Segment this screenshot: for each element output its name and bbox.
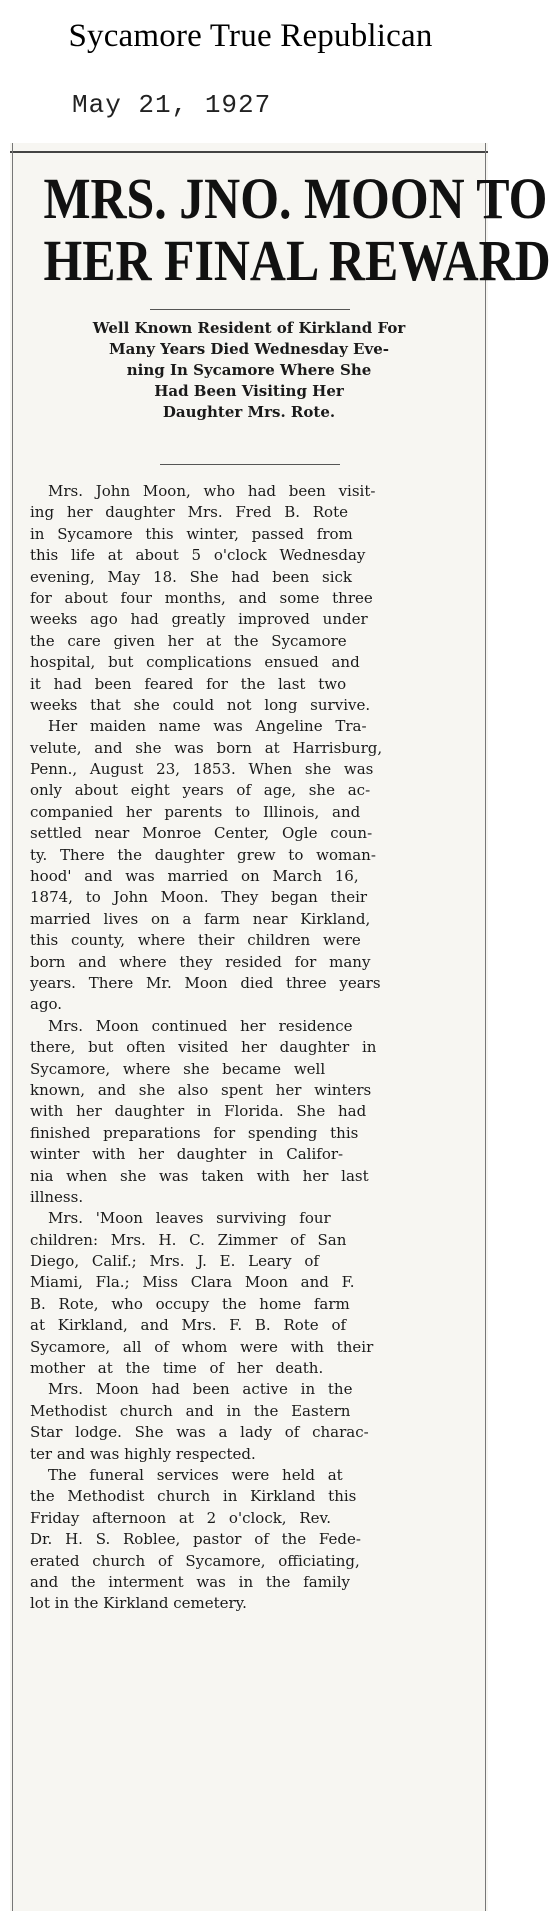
article-line: Diego, Calif.; Mrs. J. E. Leary of (30, 1252, 319, 1271)
article-line: Friday afternoon at 2 o'clock, Rev. (30, 1508, 331, 1527)
article-line: winter with her daughter in Califor- (30, 1145, 344, 1164)
deck-divider (150, 309, 350, 310)
article-line: Methodist church and in the Eastern (30, 1401, 351, 1420)
article-line: illness. (30, 1187, 84, 1206)
article-line: born and where they resided for many (30, 952, 371, 971)
article-line: weeks that she could not long survive. (30, 695, 371, 714)
article-line: the Methodist church in Kirkland this (30, 1487, 357, 1506)
top-rule (10, 151, 488, 153)
article-line: The funeral services were held at (48, 1465, 343, 1484)
article-line: ing her daughter Mrs. Fred B. Rote (30, 503, 348, 522)
article-line: Miami, Fla.; Miss Clara Moon and F. (30, 1273, 355, 1292)
article-line: settled near Monroe Center, Ogle coun- (30, 824, 373, 843)
article-line: B. Rote, who occupy the home farm (30, 1294, 350, 1313)
article-line: known, and she also spent her winters (30, 1080, 372, 1099)
article-line: it had been feared for the last two (30, 674, 347, 693)
article-line: ty. There the daughter grew to woman- (30, 845, 376, 864)
article-line: erated church of Sycamore, officiating, (30, 1551, 360, 1570)
article-line: in Sycamore this winter, passed from (30, 524, 353, 543)
article-line: finished preparations for spending this (30, 1123, 359, 1142)
article-line: years. There Mr. Moon died three years (30, 973, 381, 992)
article-line: Mrs. 'Moon leaves surviving four (48, 1209, 331, 1228)
article-line: Penn., August 23, 1853. When she was (30, 760, 374, 779)
article-line: married lives on a farm near Kirkland, (30, 909, 371, 928)
article-line: mother at the time of her death. (30, 1359, 324, 1378)
article-line: weeks ago had greatly improved under (30, 610, 368, 629)
article-body (30, 481, 475, 1615)
article-line: Sycamore, where she became well (30, 1059, 326, 1078)
article-line: 1874, to John Moon. They began their (30, 888, 368, 907)
article-line: Mrs. Moon had been active in the (48, 1380, 353, 1399)
article-line: lot in the Kirkland cemetery. (30, 1594, 247, 1613)
article-line: at Kirkland, and Mrs. F. B. Rote of (30, 1316, 347, 1335)
publication-date: May 21, 1927 (72, 90, 272, 120)
article-line: for about four months, and some three (30, 588, 373, 607)
article-line: there, but often visited her daughter in (30, 1038, 377, 1057)
article-line: companied her parents to Illinois, and (30, 802, 361, 821)
article-line: Dr. H. S. Roblee, pastor of the Fede- (30, 1530, 361, 1549)
article-line: Sycamore, all of whom were with their (30, 1337, 374, 1356)
article-line: ter and was highly respected. (30, 1444, 256, 1463)
article-line: this life at about 5 o'clock Wednesday (30, 546, 366, 565)
headline-line: MRS. JNO. MOON TO (43, 166, 548, 231)
article-line: nia when she was taken with her last (30, 1166, 369, 1185)
deck-line: Many Years Died Wednesday Eve- (109, 340, 389, 358)
article-line: ago. (30, 995, 63, 1014)
article-line: children: Mrs. H. C. Zimmer of San (30, 1230, 347, 1249)
article-line: and the interment was in the family (30, 1572, 350, 1591)
deck-line: ning In Sycamore Where She (126, 361, 372, 379)
article-line: Star lodge. She was a lady of charac- (30, 1423, 369, 1442)
article-line: velute, and she was born at Harrisburg, (30, 738, 383, 757)
article-line: evening, May 18. She had been sick (30, 567, 352, 586)
article-line: only about eight years of age, she ac- (30, 781, 371, 800)
article-line: Mrs. John Moon, who had been visit- (48, 482, 376, 500)
article-line: hood' and was married on March 16, (30, 867, 359, 886)
article-line: with her daughter in Florida. She had (30, 1102, 367, 1121)
deck-line: Had Been Visiting Her (154, 382, 344, 400)
deck-line: Well Known Resident of Kirkland For (92, 319, 406, 337)
deck-line: Daughter Mrs. Rote. (162, 403, 336, 421)
body-divider (160, 464, 340, 465)
masthead-title: Sycamore True Republican (68, 18, 433, 54)
article-line: hospital, but complications ensued and (30, 653, 360, 672)
article-line: Mrs. Moon continued her residence (48, 1016, 353, 1035)
newspaper-clipping (10, 143, 551, 1911)
headline-line: HER FINAL REWARD (43, 228, 551, 293)
article-line: the care given her at the Sycamore (30, 631, 347, 650)
article-line: this county, where their children were (30, 931, 361, 950)
article-line: Her maiden name was Angeline Tra- (48, 717, 367, 736)
